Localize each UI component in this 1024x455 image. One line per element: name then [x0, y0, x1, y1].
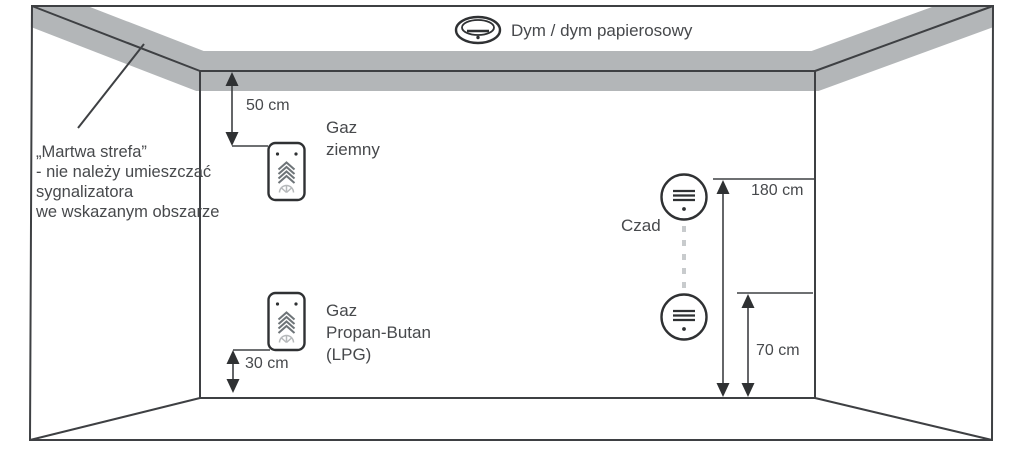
dimension-180cm-label: 180 cm [751, 182, 804, 199]
dimension-50cm-label: 50 cm [246, 97, 290, 114]
co-detector-lower-icon [662, 295, 707, 340]
natural-gas-detector-icon [269, 143, 305, 200]
dead-zone-note-line: „Martwa strefa” [36, 143, 147, 161]
dead-zone-note-line: - nie należy umieszczać [36, 163, 212, 181]
lpg-label: Gaz Propan-Butan (LPG) [326, 301, 431, 364]
dead-zone-note-line: we wskazanym obszarze [36, 203, 220, 221]
dimension-30cm-label: 30 cm [245, 355, 289, 372]
co-detector-upper-icon [662, 175, 707, 220]
co-label: Czad [621, 216, 661, 235]
dead-zone-note-line: sygnalizatora [36, 183, 134, 201]
natural-gas-label: Gaz ziemny [326, 118, 380, 159]
smoke-detector-icon [456, 17, 500, 43]
dimension-180cm-arrow [713, 179, 815, 397]
dead-zone-note [36, 142, 219, 222]
dimension-70cm-label: 70 cm [756, 342, 800, 359]
smoke-detector-label: Dym / dym papierosowy [511, 21, 693, 40]
lpg-detector-icon [269, 293, 305, 350]
